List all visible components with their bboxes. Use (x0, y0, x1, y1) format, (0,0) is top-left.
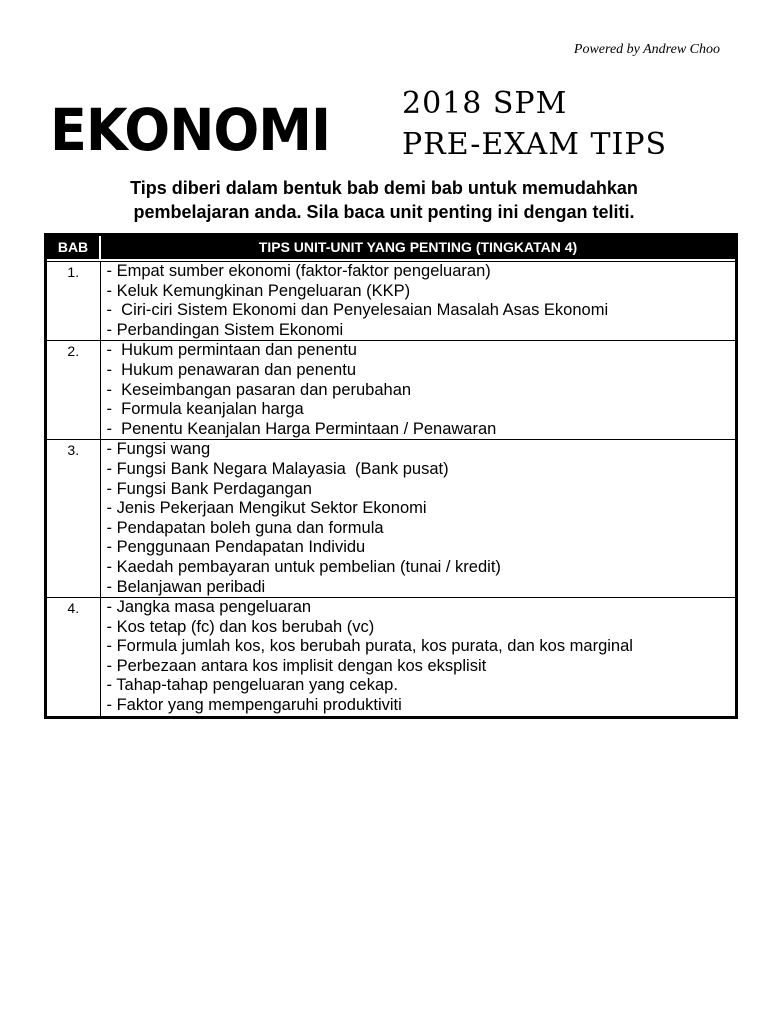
tips-title-year: 2018 SPM (402, 86, 568, 121)
table-row (47, 341, 735, 440)
column-header-bab: BAB (47, 236, 100, 259)
topic-item: - Ciri-ciri Sistem Ekonomi dan Penyelesaian Masalah Asas Ekonomi (106, 301, 609, 320)
topic-item: - Jangka masa pengeluaran (106, 598, 312, 617)
topic-item: - Penggunaan Pendapatan Individu (106, 538, 366, 557)
intro-line-1: Tips diberi dalam bentuk bab demi bab untuk memudahkan (130, 178, 638, 198)
topic-item: - Fungsi wang (106, 440, 211, 459)
chapter-number: 1. (47, 262, 100, 341)
powered-by-credit: Powered by Andrew Choo (573, 42, 720, 57)
topic-item: - Perbezaan antara kos implisit dengan kos eksplisit (106, 656, 487, 675)
table-header-row (47, 236, 735, 259)
topic-item: - Jenis Pekerjaan Mengikut Sektor Ekonomi (106, 499, 427, 518)
intro-text (40, 176, 728, 224)
intro-line-2: pembelajaran anda. Sila baca unit penting ini dengan teliti. (133, 202, 635, 222)
topic-item: - Keluk Kemungkinan Pengeluaran (KKP) (106, 281, 411, 300)
topic-item: - Kos tetap (fc) dan kos berubah (vc) (106, 617, 375, 636)
subject-title: EKONOMI (50, 96, 331, 165)
chapter-topics (100, 598, 735, 716)
chapter-number: 3. (47, 440, 100, 598)
topic-item: - Belanjawan peribadi (106, 577, 266, 596)
table-row (47, 262, 735, 341)
chapter-topics (100, 440, 735, 598)
topic-item: - Fungsi Bank Negara Malayasia (Bank pusat) (106, 459, 449, 478)
topic-item: - Perbandingan Sistem Ekonomi (106, 320, 344, 339)
topic-item: - Formula keanjalan harga (106, 400, 304, 419)
tips-table (44, 233, 738, 719)
topic-item: - Hukum penawaran dan penentu (106, 360, 356, 379)
topic-item: - Pendapatan boleh guna dan formula (106, 518, 384, 537)
topic-item: - Formula jumlah kos, kos berubah purata, kos purata, dan kos marginal (106, 637, 633, 656)
topic-item: - Empat sumber ekonomi (faktor-faktor pengeluaran) (106, 262, 491, 280)
topic-item: - Keseimbangan pasaran dan perubahan (106, 380, 412, 399)
topic-item: - Hukum permintaan dan penentu (106, 341, 357, 360)
column-header-tips: TIPS UNIT-UNIT YANG PENTING (TINGKATAN 4) (100, 236, 735, 259)
chapter-number: 2. (47, 341, 100, 440)
table-row (47, 440, 735, 598)
topic-item: - Fungsi Bank Perdagangan (106, 479, 312, 498)
chapter-topics (100, 262, 735, 341)
topic-item: - Tahap-tahap pengeluaran yang cekap. (106, 676, 398, 695)
topic-item: - Penentu Keanjalan Harga Permintaan / Penawaran (106, 419, 497, 438)
topic-item: - Kaedah pembayaran untuk pembelian (tunai / kredit) (106, 557, 501, 576)
table-body (47, 259, 735, 716)
tips-title-pre-exam: PRE-EXAM TIPS (402, 127, 668, 162)
chapter-number: 4. (47, 598, 100, 716)
chapter-topics (100, 341, 735, 440)
topic-item: - Faktor yang mempengaruhi produktiviti (106, 696, 402, 715)
table-row (47, 598, 735, 716)
